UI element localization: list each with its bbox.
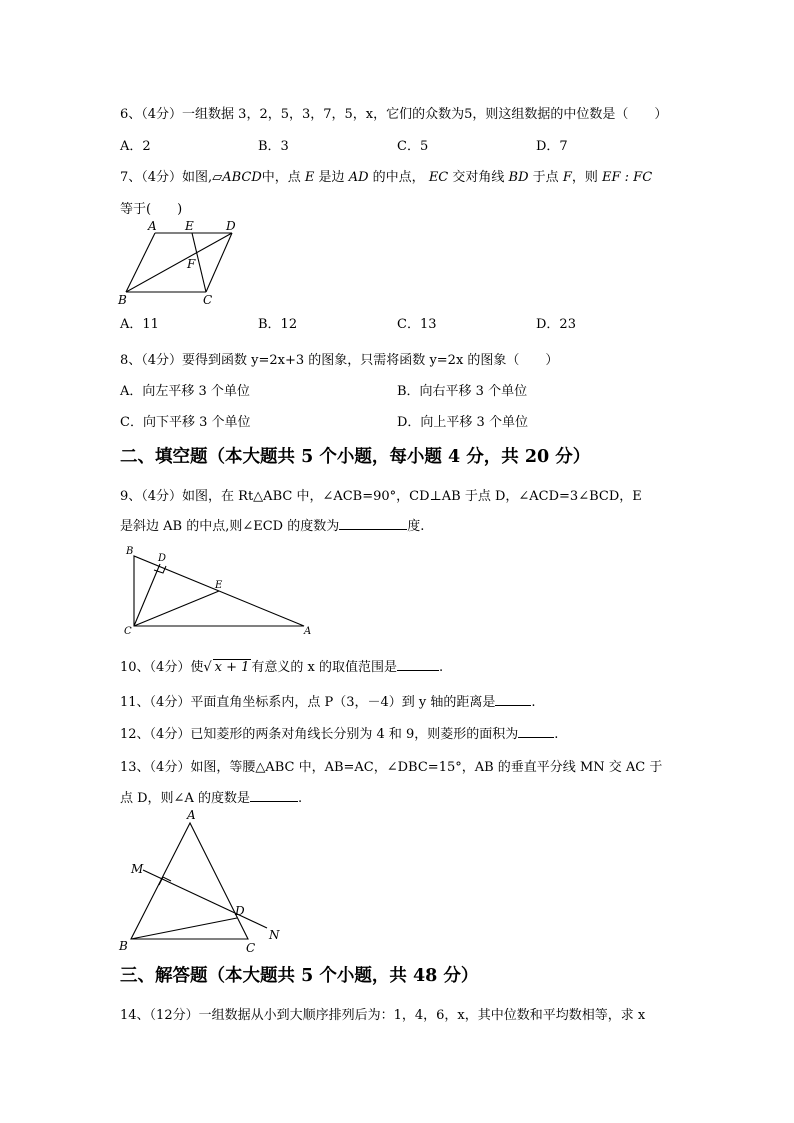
q11-body: 11、（4分）平面直角坐标系内，点 P（3，－4）到 y 轴的距离是 (120, 695, 496, 710)
q7-point-f: F (562, 170, 572, 185)
q10-radicand: x + 1 (214, 660, 250, 675)
q9-label-d: D (158, 553, 167, 564)
q7-body6: ，则 (571, 170, 598, 185)
q9-label-e: E (215, 580, 223, 591)
q7-body5: 于点 (532, 170, 559, 185)
q6-option-c: C．5 (397, 139, 429, 154)
q7-figure (112, 216, 252, 308)
q11-end: . (531, 695, 536, 710)
q13-label-c: C (246, 941, 256, 954)
q8-text: 8、（4分）要得到函数 y=2x+3 的图象，只需将函数 y=2x 的图象（ ） (120, 353, 559, 368)
q7-seg-ec: EC (428, 170, 449, 185)
q10-text (120, 656, 443, 675)
q13-line2b: . (297, 791, 303, 806)
q9-line2a: 是斜边 AB 的中点,则∠ECD 的度数为 (120, 519, 340, 534)
q7-option-d: D．23 (536, 317, 576, 332)
section-2-heading: 二、填空题（本大题共 5 个小题，每小题 4 分，共 20 分） (120, 447, 591, 467)
q6-option-b: B．3 (258, 139, 289, 154)
q7-option-a: A．11 (120, 317, 159, 332)
q13-figure (115, 806, 285, 954)
q7-seg-ad: AD (348, 170, 369, 185)
sqrt-icon: √ (203, 660, 212, 675)
q7-body2: 是边 (318, 170, 345, 185)
q9-figure (118, 543, 324, 638)
q7-seg-bd: BD (508, 170, 529, 185)
q7-label-d: D (226, 219, 236, 233)
q13-label-d: D (235, 904, 245, 918)
q10-prefix: 10、（4分）使 (120, 660, 204, 675)
q9-line2 (120, 515, 424, 534)
q13-label-b: B (119, 939, 128, 953)
q7-body3: 的中点， (372, 170, 425, 185)
q13-answer-blank[interactable] (250, 789, 298, 802)
q6-option-d: D．7 (536, 139, 568, 154)
q9-label-b: B (126, 546, 134, 557)
q8-option-b: B．向右平移 3 个单位 (397, 384, 528, 399)
q13-label-m: M (131, 862, 144, 876)
q6-text: 6、（4分）一组数据 3，2，5，3，7，5，x，它们的众数为5，则这组数据的中位数是（ ） (120, 107, 668, 122)
q7-label-c: C (203, 293, 213, 307)
q7-text (120, 166, 652, 185)
q9-label-c: C (124, 626, 132, 637)
q12-answer-blank[interactable] (518, 725, 554, 738)
q9-line1: 9、（4分）如图，在 Rt△ABC 中，∠ACB=90°，CD⊥AB 于点 D，∠ACD=3∠BCD，E (120, 489, 642, 504)
q7-label-b: B (118, 293, 127, 307)
q13-label-n: N (269, 928, 280, 942)
q12-text (120, 723, 558, 742)
q14-text: 14、（12分）一组数据从小到大顺序排列后为：1，4，6，x，其中位数和平均数相等，求 x (120, 1008, 646, 1023)
q7-label-e: E (185, 219, 194, 233)
q9-line2b: 度. (407, 519, 425, 534)
q7-option-b: B．12 (258, 317, 298, 332)
q6-option-a: A．2 (120, 139, 151, 154)
q13-line2 (120, 787, 302, 806)
section-3-heading: 三、解答题（本大题共 5 个小题，共 48 分） (120, 966, 479, 986)
q13-label-a: A (187, 808, 196, 822)
q9-answer-blank[interactable] (339, 517, 407, 530)
q7-parallelogram: ABCD (222, 170, 262, 185)
q7-ratio: EF : FC (602, 170, 653, 185)
q9-label-a: A (304, 626, 312, 637)
q7-point-e: E (304, 170, 315, 185)
q13-line2a: 点 D，则∠A 的度数是 (120, 791, 250, 806)
q8-option-d: D．向上平移 3 个单位 (397, 415, 528, 430)
q7-body: 中，点 (261, 170, 301, 185)
parallelogram-symbol: ▱ (212, 170, 223, 185)
q11-text (120, 691, 535, 710)
q7-prefix: 7、（4分）如图, (120, 170, 213, 185)
q11-answer-blank[interactable] (495, 693, 531, 706)
q7-label-f: F (187, 257, 196, 271)
q8-option-c: C．向下平移 3 个单位 (120, 415, 251, 430)
q7-body4: 交对角线 (452, 170, 505, 185)
q7-label-a: A (148, 219, 157, 233)
q10-end: . (439, 660, 444, 675)
q10-answer-blank[interactable] (397, 658, 439, 671)
q12-end: . (554, 727, 559, 742)
q7-option-c: C．13 (397, 317, 437, 332)
q12-body: 12、（4分）已知菱形的两条对角线长分别为 4 和 9，则菱形的面积为 (120, 727, 519, 742)
q7-line2: 等于( ) (120, 202, 183, 217)
q13-line1: 13、（4分）如图，等腰△ABC 中，AB=AC，∠DBC=15°，AB 的垂直平分线 MN 交 AC 于 (120, 760, 663, 775)
q10-body: 有意义的 x 的取值范围是 (251, 660, 397, 675)
q8-option-a: A．向左平移 3 个单位 (120, 384, 250, 399)
